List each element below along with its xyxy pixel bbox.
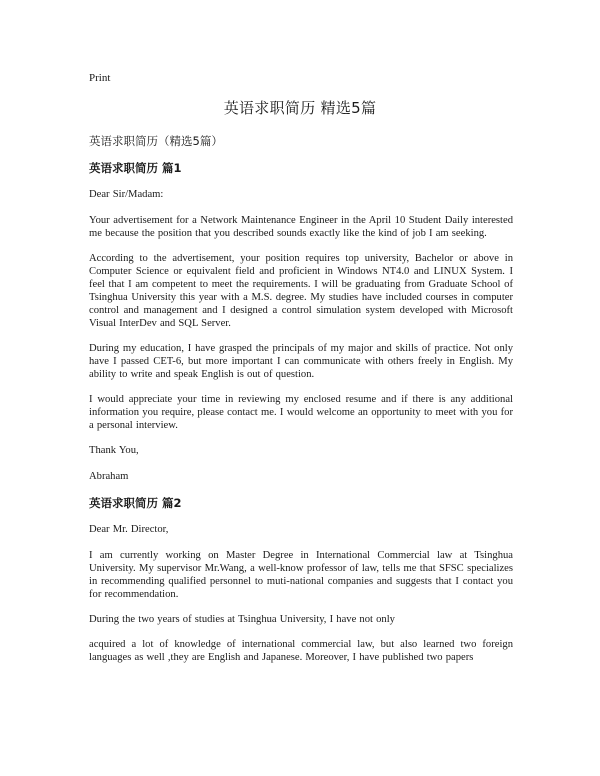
- salutation: Dear Sir/Madam:: [89, 189, 164, 200]
- document-body: [89, 134, 513, 676]
- paragraph: Your advertisement for a Network Maintenance Engineer in the April 10 Student Daily interested me because the position that you described sounds exactly like the kind of job I am seeking.: [89, 215, 513, 239]
- print-link[interactable]: Print: [89, 72, 111, 84]
- document-title: 英语求职简历 精选5篇: [223, 99, 377, 117]
- section-1: [89, 161, 513, 483]
- section-2: [89, 496, 513, 664]
- section-heading: 英语求职简历 篇1: [89, 161, 182, 175]
- document-subtitle: 英语求职简历（精选5篇）: [89, 134, 223, 148]
- section-heading: 英语求职简历 篇2: [89, 496, 182, 510]
- paragraph: According to the advertisement, your position requires top university, Bachelor or above in Computer Science or equivalent field and proficient in Windows NT4.0 and LINUX System. I feel that I am competent to meet the requirements. I will be graduating from Graduate School of Tsinghua University this year with a M.S. degree. My studies have included courses in computer control and management and I designed a control simulation system developed with Microsoft Visual InterDev and SQL Server.: [89, 253, 513, 329]
- paragraph: acquired a lot of knowledge of international commercial law, but also learned two foreign languages as well ,they are English and Japanese. Moreover, I have published two papers: [89, 639, 513, 663]
- paragraph: During the two years of studies at Tsinghua University, I have not only: [89, 614, 395, 625]
- closing: Thank You,: [89, 445, 139, 456]
- salutation: Dear Mr. Director,: [89, 524, 169, 535]
- paragraph: I am currently working on Master Degree in International Commercial law at Tsinghua University. My supervisor Mr.Wang, a well-know professor of law, tells me that SFSC specializes in recommending qualified personnel to muti-national companies and suggests that I contact you for recommendation.: [89, 550, 513, 600]
- paragraph: During my education, I have grasped the principals of my major and skills of practice. Not only have I passed CET-6, but more important I can communicate with others freely in English. My ability to write and speak English is out of question.: [89, 343, 513, 380]
- paragraph: I would appreciate your time in reviewing my enclosed resume and if there is any additional information you require, please contact me. I would welcome an opportunity to meet with you for a personal interview.: [89, 394, 513, 431]
- signature: Abraham: [89, 471, 129, 482]
